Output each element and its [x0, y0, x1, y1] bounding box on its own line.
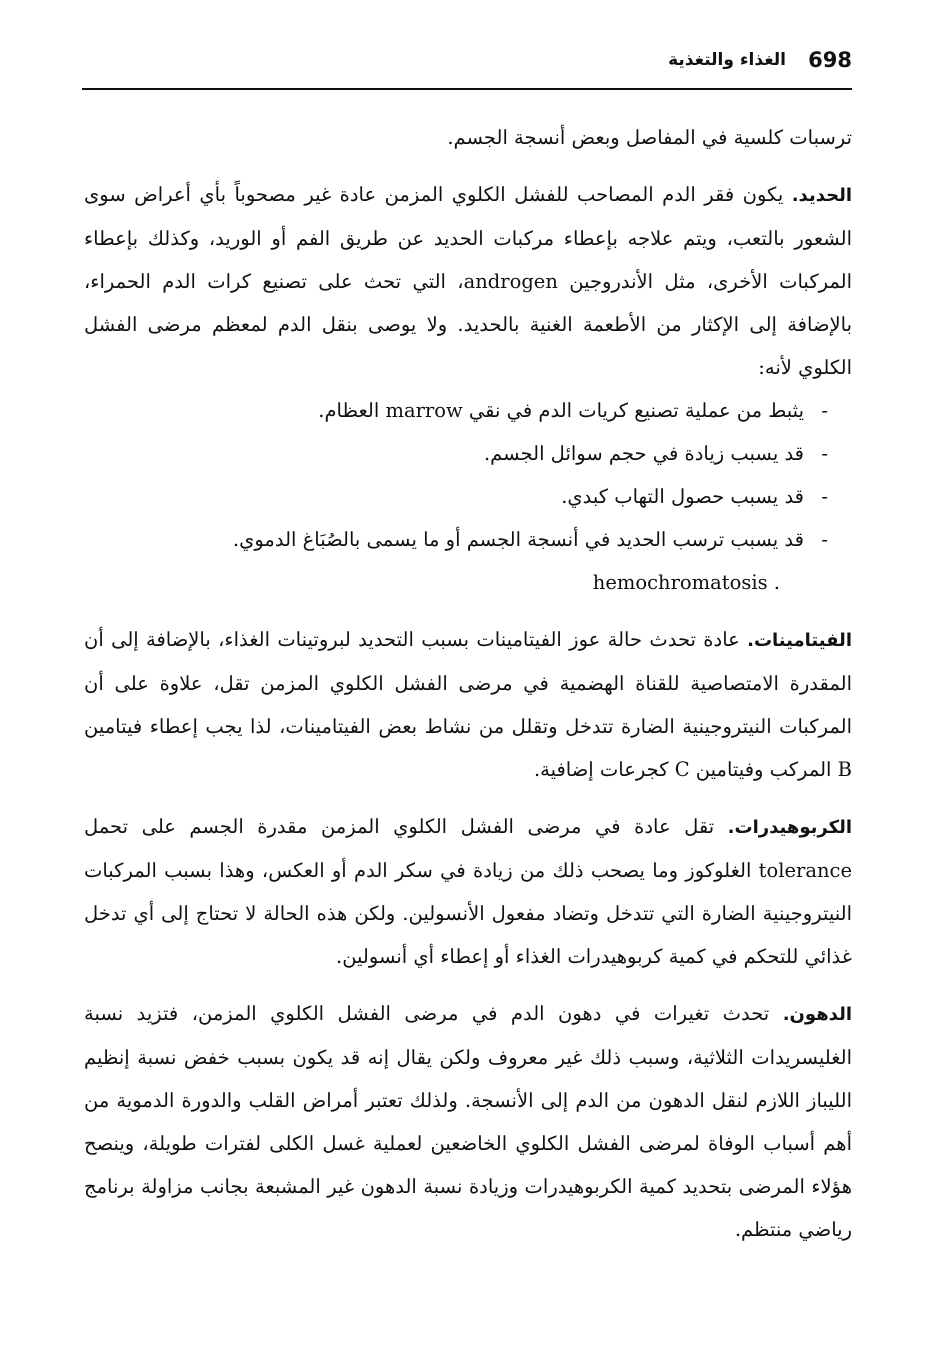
paragraph-vitamins	[84, 618, 852, 791]
paragraph-fats-text: تحدث تغيرات في دهون الدم في مرضى الفشل الكلوي المزمن، فتزيد نسبة الغليسريدات الثلاثية، وسبب ذلك غير معروف ولكن يقال إنه قد يكون بسبب خفض نسبة إنظيم الليباز اللازم لنقل الدهون من الدم إلى الأنسجة. ولذلك تعتبر أمراض القلب والدورة الدموية من أهم أسباب الوفاة لمرضى الفشل الكلوي الخاضعين لعملية غسل الكلى لفترات طويلة، وينصح هؤلاء المرضى بتحديد كمية الكربوهيدرات وزيادة نسبة الدهون غير المشبعة بجانب مزاولة برنامج رياضي منتظم.	[84, 1002, 852, 1241]
list-item	[84, 432, 828, 475]
book-title: الغذاء والتغذية	[668, 50, 786, 70]
bullet-dash: -	[821, 442, 828, 465]
paragraph-intro: ترسبات كلسية في المفاصل وبعض أنسجة الجسم.	[447, 126, 852, 149]
bullet-dash: -	[821, 528, 828, 551]
latin-term-note: hemochromatosis .	[592, 571, 780, 594]
paragraph-gap	[84, 978, 852, 992]
paragraph-carbohydrates	[84, 805, 852, 978]
list-item	[84, 475, 828, 518]
running-header	[82, 46, 852, 86]
list-item-text: يثبط من عملية تصنيع كريات الدم في نقي marrow العظام.	[318, 399, 804, 422]
paragraph-iron	[84, 173, 852, 389]
paragraph-gap	[84, 604, 852, 618]
list-item-text: قد يسبب حصول التهاب كبدي.	[561, 485, 804, 508]
section-lead-carbohydrates: الكربوهيدرات.	[727, 817, 852, 838]
body-text	[84, 116, 852, 1251]
paragraph-gap	[84, 159, 852, 173]
paragraph-fats	[84, 992, 852, 1251]
paragraph-carbohydrates-text: تقل عادة في مرضى الفشل الكلوي المزمن مقدرة الجسم على تحمل tolerance الغلوكوز وما يصحب ذلك من زيادة في سكر الدم أو العكس، وهذا بسبب المركبات النيتروجينية الضارة التي تتدخل وتضاد مفعول الأنسولين. ولكن هذه الحالة لا تحتاج إلى أي تدخل غذائي للتحكم في كمية كربوهيدرات الغذاء أو إعطاء أي أنسولين.	[84, 815, 852, 968]
list-item-text: قد يسبب زيادة في حجم سوائل الجسم.	[483, 442, 804, 465]
list-item	[84, 389, 828, 432]
paragraph-gap	[84, 791, 852, 805]
bullet-dash: -	[821, 485, 828, 508]
iron-bullet-list	[84, 389, 852, 561]
paragraph-iron-text: يكون فقر الدم المصاحب للفشل الكلوي المزمن عادة غير مصحوباً بأي أعراض سوى الشعور بالتعب، ويتم علاجه بإعطاء مركبات الحديد عن طريق الفم أو الوريد، وكذلك بإعطاء المركبات الأخرى، مثل الأندروجين androgen، التي تحث على تصنيع كرات الدم الحمراء، بالإضافة إلى الإكثار من الأطعمة الغنية بالحديد. ولا يوصى بنقل الدم لمعظم مرضى الفشل الكلوي لأنه:	[84, 183, 852, 379]
section-lead-vitamins: الفيتامينات.	[747, 630, 852, 651]
page-number: 698	[808, 48, 852, 72]
section-lead-fats: الدهون.	[782, 1004, 852, 1025]
header-rule	[82, 88, 852, 90]
list-item	[84, 518, 828, 561]
paragraph-vitamins-text: عادة تحدث حالة عوز الفيتامينات بسبب التحديد لبروتينات الغذاء، بالإضافة إلى أن المقدرة الامتصاصية للقناة الهضمية في مرضى الفشل الكلوي المزمن تقل، علاوة على أن المركبات النيتروجينية الضارة تتدخل وتقلل من نشاط بعض الفيتامينات، لذا يجب إعطاء فيتامين B المركب وفيتامين C كجرعات إضافية.	[84, 628, 852, 781]
section-lead-iron: الحديد.	[791, 185, 852, 206]
list-item-text: قد يسبب ترسب الحديد في أنسجة الجسم أو ما يسمى بالصُبَاغ الدموي.	[232, 528, 804, 551]
bullet-dash: -	[821, 399, 828, 422]
